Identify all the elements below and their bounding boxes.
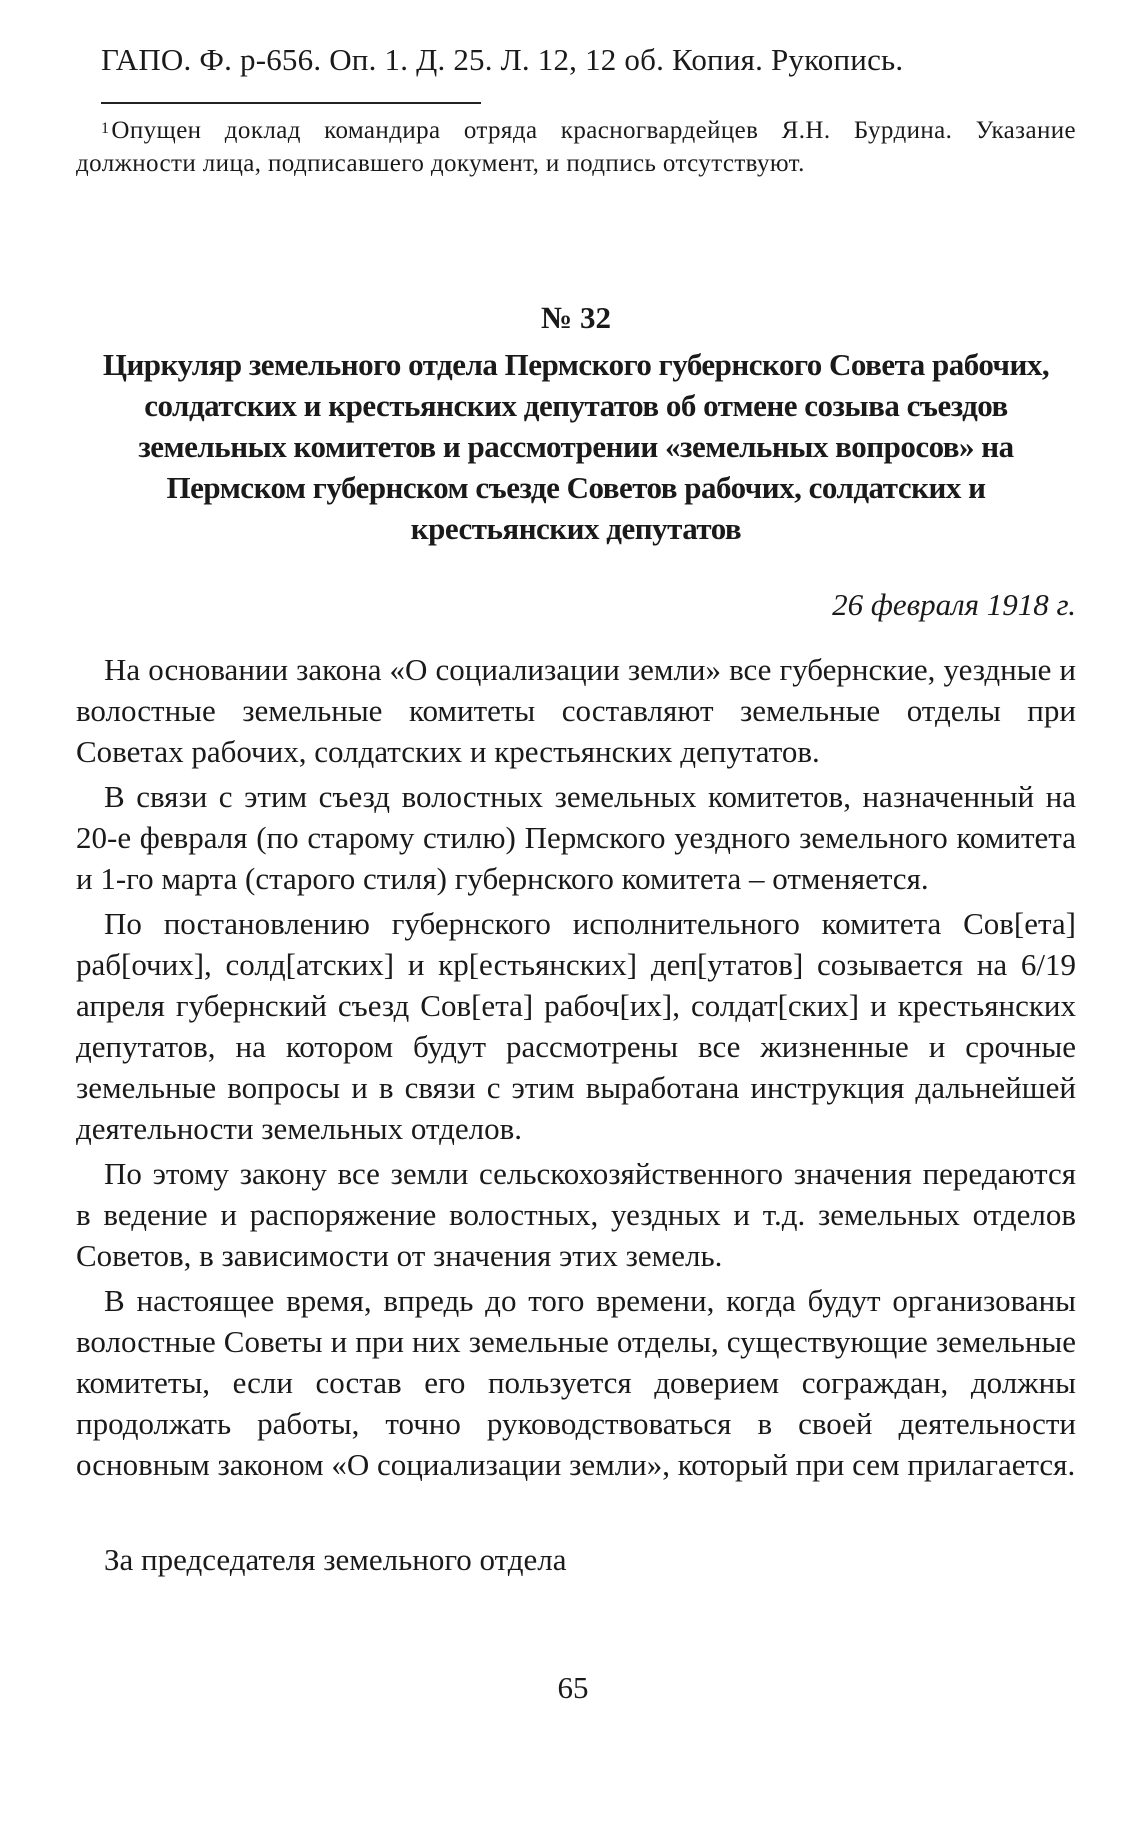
archive-reference: ГАПО. Ф. р-656. Оп. 1. Д. 25. Л. 12, 12 об. Копия. Рукопись. [101,42,904,77]
document-body [76,649,1076,1485]
paragraph: В связи с этим съезд волостных земельных комитетов, назначенный на 20-е февраля (по старому стилю) Пермского уездного земельного комитета и 1-го марта (старого стиля) губернского комитета – отменяется. [76,779,1076,896]
paragraph: В настоящее время, впредь до того времени, когда будут организованы волостные Советы и при них земельные отделы, существующие земельные комитеты, если состав его пользуется доверием сограждан, должны продолжать работы, точно руководствоваться в своей деятельности основным законом «О социализации земли», который при сем прилагается. [76,1283,1076,1482]
paragraph: По этому закону все земли сельскохозяйственного значения передаются в ведение и распоряжение волостных, уездных и т.д. земельных отделов Советов, в зависимости от значения этих земель. [76,1156,1076,1273]
page-number: 65 [557,1670,589,1705]
document-page [76,40,1076,1580]
footnote-divider [101,102,481,104]
footnote-marker: 1 [101,120,110,137]
paragraph: По постановлению губернского исполнительного комитета Сов[ета] раб[очих], солд[атских] и кр[естьянских] деп[утатов] созывается на 6/19 апреля губернский съезд Сов[ета] рабоч[их], солдат[ских] и крестьянских депутатов, на котором будут рассмотрены все жизненные и срочные земельные вопросы и в связи с этим выработана инструкция дальнейшей деятельности земельных отделов. [76,906,1076,1146]
footnote-text: Опущен доклад командира отряда красногвардейцев Я.Н. Бурдина. Указание должности лица, подписавшего документ, и подпись отсутствуют. [76,117,1076,177]
document-number: № 32 [541,300,611,335]
footnote [76,114,1076,180]
document-date: 26 февраля 1918 г. [832,587,1076,622]
document-title: Циркуляр земельного отдела Пермского губернского Совета рабочих, солдатских и крестьянских депутатов об отмене созыва съездов земельных комитетов и рассмотрении «земельных вопросов» на Пермском губернском съезде Советов рабочих, солдатских и крестьянских депутатов [102,347,1050,546]
signature-line: За председателя земельного отдела [104,1542,567,1577]
paragraph: На основании закона «О социализации земли» все губернские, уездные и волостные земельные комитеты составляют земельные отделы при Советах рабочих, солдатских и крестьянских депутатов. [76,652,1076,769]
